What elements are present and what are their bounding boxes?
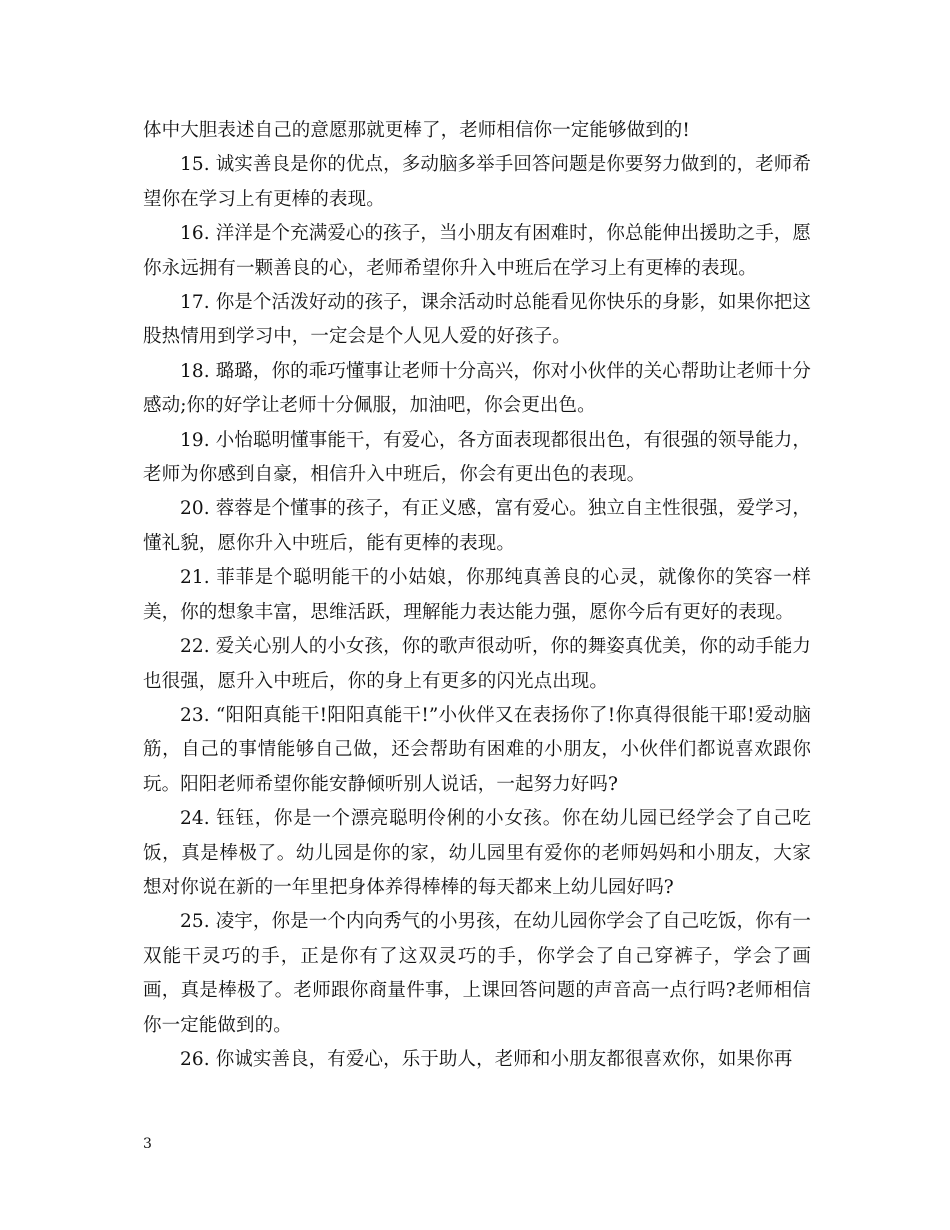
paragraph-item-16: 16. 洋洋是个充满爱心的孩子，当小朋友有困难时，你总能伸出援助之手，愿你永远拥有一颗善良的心，老师希望你升入中班后在学习上有更棒的表现。 [143, 223, 811, 279]
paragraph-item-20: 20. 蓉蓉是个懂事的孩子，有正义感，富有爱心。独立自主性很强，爱学习，懂礼貌，愿你升入中班后，能有更棒的表现。 [143, 498, 811, 554]
paragraph-item-19: 19. 小怡聪明懂事能干，有爱心，各方面表现都很出色，有很强的领导能力，老师为你感到自豪，相信升入中班后，你会有更出色的表现。 [143, 429, 811, 486]
paragraph-item-21: 21. 菲菲是个聪明能干的小姑娘，你那纯真善良的心灵，就像你的笑容一样美，你的想象丰富，思维活跃，理解能力表达能力强，愿你今后有更好的表现。 [143, 567, 811, 623]
paragraph-item-26: 26. 你诚实善良，有爱心，乐于助人，老师和小朋友都很喜欢你，如果你再 [180, 1048, 793, 1070]
paragraph-continuation: 体中大胆表述自己的意愿那就更棒了，老师相信你一定能够做到的! [143, 120, 690, 141]
paragraph-item-22: 22. 爱关心别人的小女孩，你的歌声很动听，你的舞姿真优美，你的动手能力也很强，愿升入中班后，你的身上有更多的闪光点出现。 [143, 636, 811, 692]
paragraph-item-25: 25. 凌宇，你是一个内向秀气的小男孩，在幼儿园你学会了自己吃饭，你有一双能干灵巧的手，正是你有了这双灵巧的手，你学会了自己穿裤子，学会了画画，真是棒极了。老师跟你商量件事，上课回答问题的声音高一点行吗?老师相信你一定能做到的。 [143, 911, 811, 1036]
page-number: 3 [143, 1136, 152, 1152]
paragraph-item-18: 18. 璐璐，你的乖巧懂事让老师十分高兴，你对小伙伴的关心帮助让老师十分感动;你的好学让老师十分佩服，加油吧，你会更出色。 [143, 360, 811, 417]
paragraph-item-24: 24. 钰钰，你是一个漂亮聪明伶俐的小女孩。你在幼儿园已经学会了自己吃饭，真是棒极了。幼儿园是你的家，幼儿园里有爱你的老师妈妈和小朋友，大家想对你说在新的一年里把身体养得棒棒的每天都来上幼儿园好吗? [143, 808, 811, 898]
document-body [143, 114, 811, 1077]
paragraph-item-23: 23. “阳阳真能干!阳阳真能干!”小伙伴又在表扬你了!你真得很能干耶!爱动脑筋，自己的事情能够自己做，还会帮助有困难的小朋友，小伙伴们都说喜欢跟你玩。阳阳老师希望你能安静倾听别人说话，一起努力好吗? [143, 704, 811, 795]
paragraph-item-15: 15. 诚实善良是你的优点，多动脑多举手回答问题是你要努力做到的，老师希望你在学习上有更棒的表现。 [143, 154, 811, 210]
paragraph-item-17: 17. 你是个活泼好动的孩子，课余活动时总能看见你快乐的身影，如果你把这股热情用到学习中，一定会是个人见人爱的好孩子。 [143, 292, 811, 348]
